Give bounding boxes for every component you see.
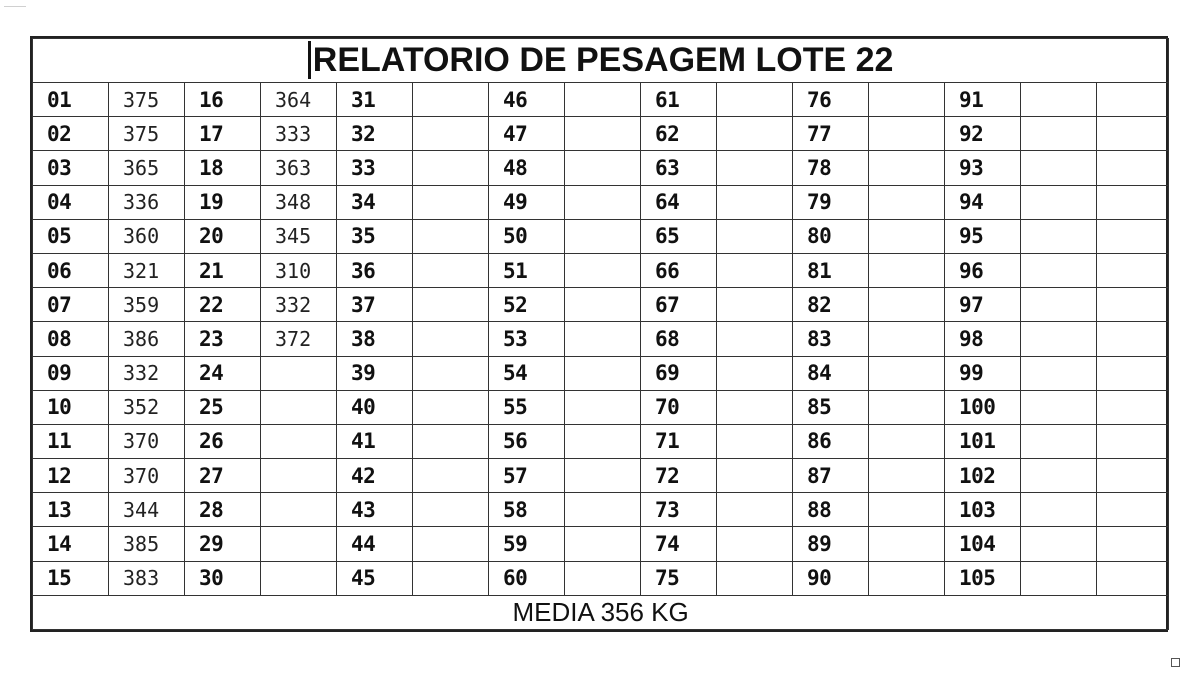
- animal-weight: [413, 253, 489, 287]
- animal-weight: [869, 219, 945, 253]
- animal-number: 14: [33, 527, 109, 561]
- animal-number: 04: [33, 185, 109, 219]
- animal-number: 19: [185, 185, 261, 219]
- animal-weight: [565, 424, 641, 458]
- animal-weight: [565, 459, 641, 493]
- average-weight: MEDIA 356 KG: [33, 595, 1169, 629]
- empty-cell: [1097, 83, 1169, 117]
- animal-number: 99: [945, 356, 1021, 390]
- animal-number: 10: [33, 390, 109, 424]
- empty-cell: [1097, 493, 1169, 527]
- table-row: [33, 356, 1169, 390]
- animal-weight: [565, 219, 641, 253]
- animal-weight: [1021, 322, 1097, 356]
- animal-number: 52: [489, 288, 565, 322]
- animal-number: 98: [945, 322, 1021, 356]
- animal-weight: [413, 219, 489, 253]
- animal-weight: [1021, 253, 1097, 287]
- animal-weight: [413, 390, 489, 424]
- animal-number: 76: [793, 83, 869, 117]
- empty-cell: [1097, 527, 1169, 561]
- animal-weight: 365: [109, 151, 185, 185]
- animal-weight: [1021, 288, 1097, 322]
- animal-weight: [869, 185, 945, 219]
- animal-number: 54: [489, 356, 565, 390]
- animal-number: 41: [337, 424, 413, 458]
- animal-number: 96: [945, 253, 1021, 287]
- animal-weight: [413, 424, 489, 458]
- animal-number: 11: [33, 424, 109, 458]
- animal-number: 69: [641, 356, 717, 390]
- table-row: [33, 390, 1169, 424]
- animal-weight: 370: [109, 459, 185, 493]
- animal-number: 50: [489, 219, 565, 253]
- animal-number: 89: [793, 527, 869, 561]
- animal-weight: [869, 117, 945, 151]
- weighing-report-table: [32, 38, 1169, 630]
- table-row: [33, 117, 1169, 151]
- animal-number: 32: [337, 117, 413, 151]
- animal-number: 83: [793, 322, 869, 356]
- animal-number: 28: [185, 493, 261, 527]
- animal-number: 73: [641, 493, 717, 527]
- animal-weight: 344: [109, 493, 185, 527]
- empty-cell: [1097, 356, 1169, 390]
- animal-number: 57: [489, 459, 565, 493]
- animal-weight: 333: [261, 117, 337, 151]
- animal-number: 62: [641, 117, 717, 151]
- animal-number: 60: [489, 561, 565, 595]
- animal-weight: [261, 493, 337, 527]
- animal-number: 26: [185, 424, 261, 458]
- animal-weight: [1021, 151, 1097, 185]
- animal-weight: [261, 561, 337, 595]
- animal-weight: [565, 561, 641, 595]
- animal-number: 18: [185, 151, 261, 185]
- animal-number: 42: [337, 459, 413, 493]
- animal-number: 68: [641, 322, 717, 356]
- animal-weight: [565, 356, 641, 390]
- animal-weight: 332: [261, 288, 337, 322]
- animal-weight: [717, 219, 793, 253]
- animal-weight: 372: [261, 322, 337, 356]
- animal-weight: [1021, 219, 1097, 253]
- animal-number: 33: [337, 151, 413, 185]
- animal-weight: [565, 288, 641, 322]
- animal-number: 105: [945, 561, 1021, 595]
- animal-number: 36: [337, 253, 413, 287]
- animal-weight: [717, 527, 793, 561]
- animal-number: 75: [641, 561, 717, 595]
- animal-weight: [261, 527, 337, 561]
- animal-number: 102: [945, 459, 1021, 493]
- animal-number: 07: [33, 288, 109, 322]
- animal-weight: [1021, 83, 1097, 117]
- animal-weight: 383: [109, 561, 185, 595]
- table-row: [33, 185, 1169, 219]
- animal-number: 06: [33, 253, 109, 287]
- table-row: [33, 493, 1169, 527]
- animal-weight: [717, 459, 793, 493]
- empty-cell: [1097, 151, 1169, 185]
- empty-cell: [1097, 253, 1169, 287]
- animal-weight: [717, 322, 793, 356]
- animal-weight: [1021, 185, 1097, 219]
- animal-number: 27: [185, 459, 261, 493]
- animal-number: 67: [641, 288, 717, 322]
- animal-number: 13: [33, 493, 109, 527]
- animal-weight: [869, 253, 945, 287]
- animal-weight: [717, 151, 793, 185]
- animal-number: 65: [641, 219, 717, 253]
- animal-number: 87: [793, 459, 869, 493]
- table-row: [33, 151, 1169, 185]
- animal-number: 61: [641, 83, 717, 117]
- animal-number: 38: [337, 322, 413, 356]
- animal-weight: [565, 390, 641, 424]
- animal-number: 85: [793, 390, 869, 424]
- animal-weight: [869, 356, 945, 390]
- animal-number: 09: [33, 356, 109, 390]
- animal-number: 77: [793, 117, 869, 151]
- animal-number: 01: [33, 83, 109, 117]
- resize-handle[interactable]: [1171, 658, 1180, 667]
- animal-number: 45: [337, 561, 413, 595]
- animal-number: 48: [489, 151, 565, 185]
- animal-number: 72: [641, 459, 717, 493]
- animal-number: 101: [945, 424, 1021, 458]
- animal-weight: [869, 493, 945, 527]
- animal-weight: [1021, 117, 1097, 151]
- animal-weight: [413, 493, 489, 527]
- animal-weight: [1021, 356, 1097, 390]
- animal-weight: 352: [109, 390, 185, 424]
- animal-number: 91: [945, 83, 1021, 117]
- animal-number: 29: [185, 527, 261, 561]
- animal-weight: [413, 151, 489, 185]
- animal-weight: [869, 424, 945, 458]
- animal-number: 93: [945, 151, 1021, 185]
- animal-number: 59: [489, 527, 565, 561]
- animal-weight: 348: [261, 185, 337, 219]
- animal-number: 17: [185, 117, 261, 151]
- table-row: [33, 253, 1169, 287]
- animal-weight: [413, 356, 489, 390]
- corner-mark: [4, 6, 26, 7]
- animal-weight: [413, 185, 489, 219]
- animal-number: 46: [489, 83, 565, 117]
- animal-number: 12: [33, 459, 109, 493]
- animal-weight: [565, 117, 641, 151]
- animal-weight: 321: [109, 253, 185, 287]
- table-row: [33, 459, 1169, 493]
- animal-number: 40: [337, 390, 413, 424]
- animal-weight: [565, 151, 641, 185]
- table-row: [33, 322, 1169, 356]
- animal-number: 86: [793, 424, 869, 458]
- animal-weight: [869, 561, 945, 595]
- animal-number: 100: [945, 390, 1021, 424]
- animal-number: 90: [793, 561, 869, 595]
- animal-number: 71: [641, 424, 717, 458]
- animal-weight: [717, 390, 793, 424]
- animal-number: 08: [33, 322, 109, 356]
- animal-number: 23: [185, 322, 261, 356]
- animal-weight: [413, 117, 489, 151]
- animal-number: 49: [489, 185, 565, 219]
- animal-number: 66: [641, 253, 717, 287]
- animal-number: 25: [185, 390, 261, 424]
- animal-number: 21: [185, 253, 261, 287]
- animal-weight: [869, 527, 945, 561]
- empty-cell: [1097, 459, 1169, 493]
- animal-weight: 386: [109, 322, 185, 356]
- animal-weight: [717, 83, 793, 117]
- animal-weight: [717, 561, 793, 595]
- animal-weight: [869, 288, 945, 322]
- animal-weight: [869, 83, 945, 117]
- animal-number: 97: [945, 288, 1021, 322]
- animal-weight: 359: [109, 288, 185, 322]
- animal-number: 16: [185, 83, 261, 117]
- animal-number: 34: [337, 185, 413, 219]
- animal-weight: [717, 356, 793, 390]
- animal-number: 81: [793, 253, 869, 287]
- animal-number: 95: [945, 219, 1021, 253]
- empty-cell: [1097, 288, 1169, 322]
- animal-number: 55: [489, 390, 565, 424]
- report-body: [33, 83, 1169, 596]
- empty-cell: [1097, 219, 1169, 253]
- animal-weight: 332: [109, 356, 185, 390]
- animal-number: 63: [641, 151, 717, 185]
- animal-number: 94: [945, 185, 1021, 219]
- animal-weight: [565, 493, 641, 527]
- animal-weight: [565, 83, 641, 117]
- empty-cell: [1097, 185, 1169, 219]
- animal-weight: [869, 390, 945, 424]
- animal-weight: 364: [261, 83, 337, 117]
- empty-cell: [1097, 424, 1169, 458]
- animal-number: 44: [337, 527, 413, 561]
- animal-number: 92: [945, 117, 1021, 151]
- animal-weight: [717, 253, 793, 287]
- animal-weight: [1021, 527, 1097, 561]
- table-row: [33, 219, 1169, 253]
- animal-weight: 310: [261, 253, 337, 287]
- table-row: [33, 424, 1169, 458]
- animal-number: 31: [337, 83, 413, 117]
- animal-number: 70: [641, 390, 717, 424]
- animal-number: 47: [489, 117, 565, 151]
- animal-number: 39: [337, 356, 413, 390]
- report-title: RELATORIO DE PESAGEM LOTE 22: [308, 41, 894, 79]
- animal-number: 02: [33, 117, 109, 151]
- animal-weight: [1021, 390, 1097, 424]
- animal-weight: 375: [109, 83, 185, 117]
- weighing-report-sheet: [30, 36, 1168, 632]
- animal-number: 88: [793, 493, 869, 527]
- table-row: [33, 561, 1169, 595]
- animal-weight: [565, 185, 641, 219]
- animal-weight: [261, 424, 337, 458]
- animal-weight: [717, 185, 793, 219]
- animal-weight: [1021, 493, 1097, 527]
- animal-number: 58: [489, 493, 565, 527]
- animal-number: 37: [337, 288, 413, 322]
- animal-weight: [261, 390, 337, 424]
- animal-weight: [413, 561, 489, 595]
- animal-weight: 385: [109, 527, 185, 561]
- animal-number: 30: [185, 561, 261, 595]
- animal-weight: 345: [261, 219, 337, 253]
- animal-weight: [565, 322, 641, 356]
- animal-weight: [261, 356, 337, 390]
- animal-weight: [869, 151, 945, 185]
- report-title-cell: [33, 39, 1169, 83]
- animal-number: 82: [793, 288, 869, 322]
- footer-row: [33, 595, 1169, 629]
- empty-cell: [1097, 561, 1169, 595]
- title-row: [33, 39, 1169, 83]
- animal-weight: [717, 493, 793, 527]
- animal-number: 104: [945, 527, 1021, 561]
- animal-number: 22: [185, 288, 261, 322]
- animal-weight: [413, 527, 489, 561]
- animal-number: 64: [641, 185, 717, 219]
- animal-weight: 375: [109, 117, 185, 151]
- animal-weight: 360: [109, 219, 185, 253]
- empty-cell: [1097, 390, 1169, 424]
- animal-number: 24: [185, 356, 261, 390]
- animal-weight: [261, 459, 337, 493]
- animal-weight: [413, 288, 489, 322]
- animal-weight: 336: [109, 185, 185, 219]
- empty-cell: [1097, 322, 1169, 356]
- animal-number: 20: [185, 219, 261, 253]
- animal-number: 43: [337, 493, 413, 527]
- animal-number: 15: [33, 561, 109, 595]
- animal-weight: [717, 424, 793, 458]
- animal-weight: [869, 459, 945, 493]
- animal-weight: [1021, 561, 1097, 595]
- animal-weight: [413, 322, 489, 356]
- animal-number: 56: [489, 424, 565, 458]
- animal-number: 53: [489, 322, 565, 356]
- animal-number: 74: [641, 527, 717, 561]
- animal-weight: [1021, 459, 1097, 493]
- animal-weight: [1021, 424, 1097, 458]
- table-row: [33, 288, 1169, 322]
- animal-number: 05: [33, 219, 109, 253]
- animal-number: 03: [33, 151, 109, 185]
- animal-weight: [869, 322, 945, 356]
- animal-weight: 370: [109, 424, 185, 458]
- animal-weight: [413, 83, 489, 117]
- animal-number: 80: [793, 219, 869, 253]
- table-row: [33, 83, 1169, 117]
- animal-number: 35: [337, 219, 413, 253]
- table-row: [33, 527, 1169, 561]
- animal-number: 51: [489, 253, 565, 287]
- animal-weight: [717, 288, 793, 322]
- animal-weight: [413, 459, 489, 493]
- animal-number: 78: [793, 151, 869, 185]
- animal-weight: 363: [261, 151, 337, 185]
- empty-cell: [1097, 117, 1169, 151]
- animal-weight: [717, 117, 793, 151]
- animal-number: 84: [793, 356, 869, 390]
- animal-weight: [565, 527, 641, 561]
- animal-number: 79: [793, 185, 869, 219]
- animal-weight: [565, 253, 641, 287]
- animal-number: 103: [945, 493, 1021, 527]
